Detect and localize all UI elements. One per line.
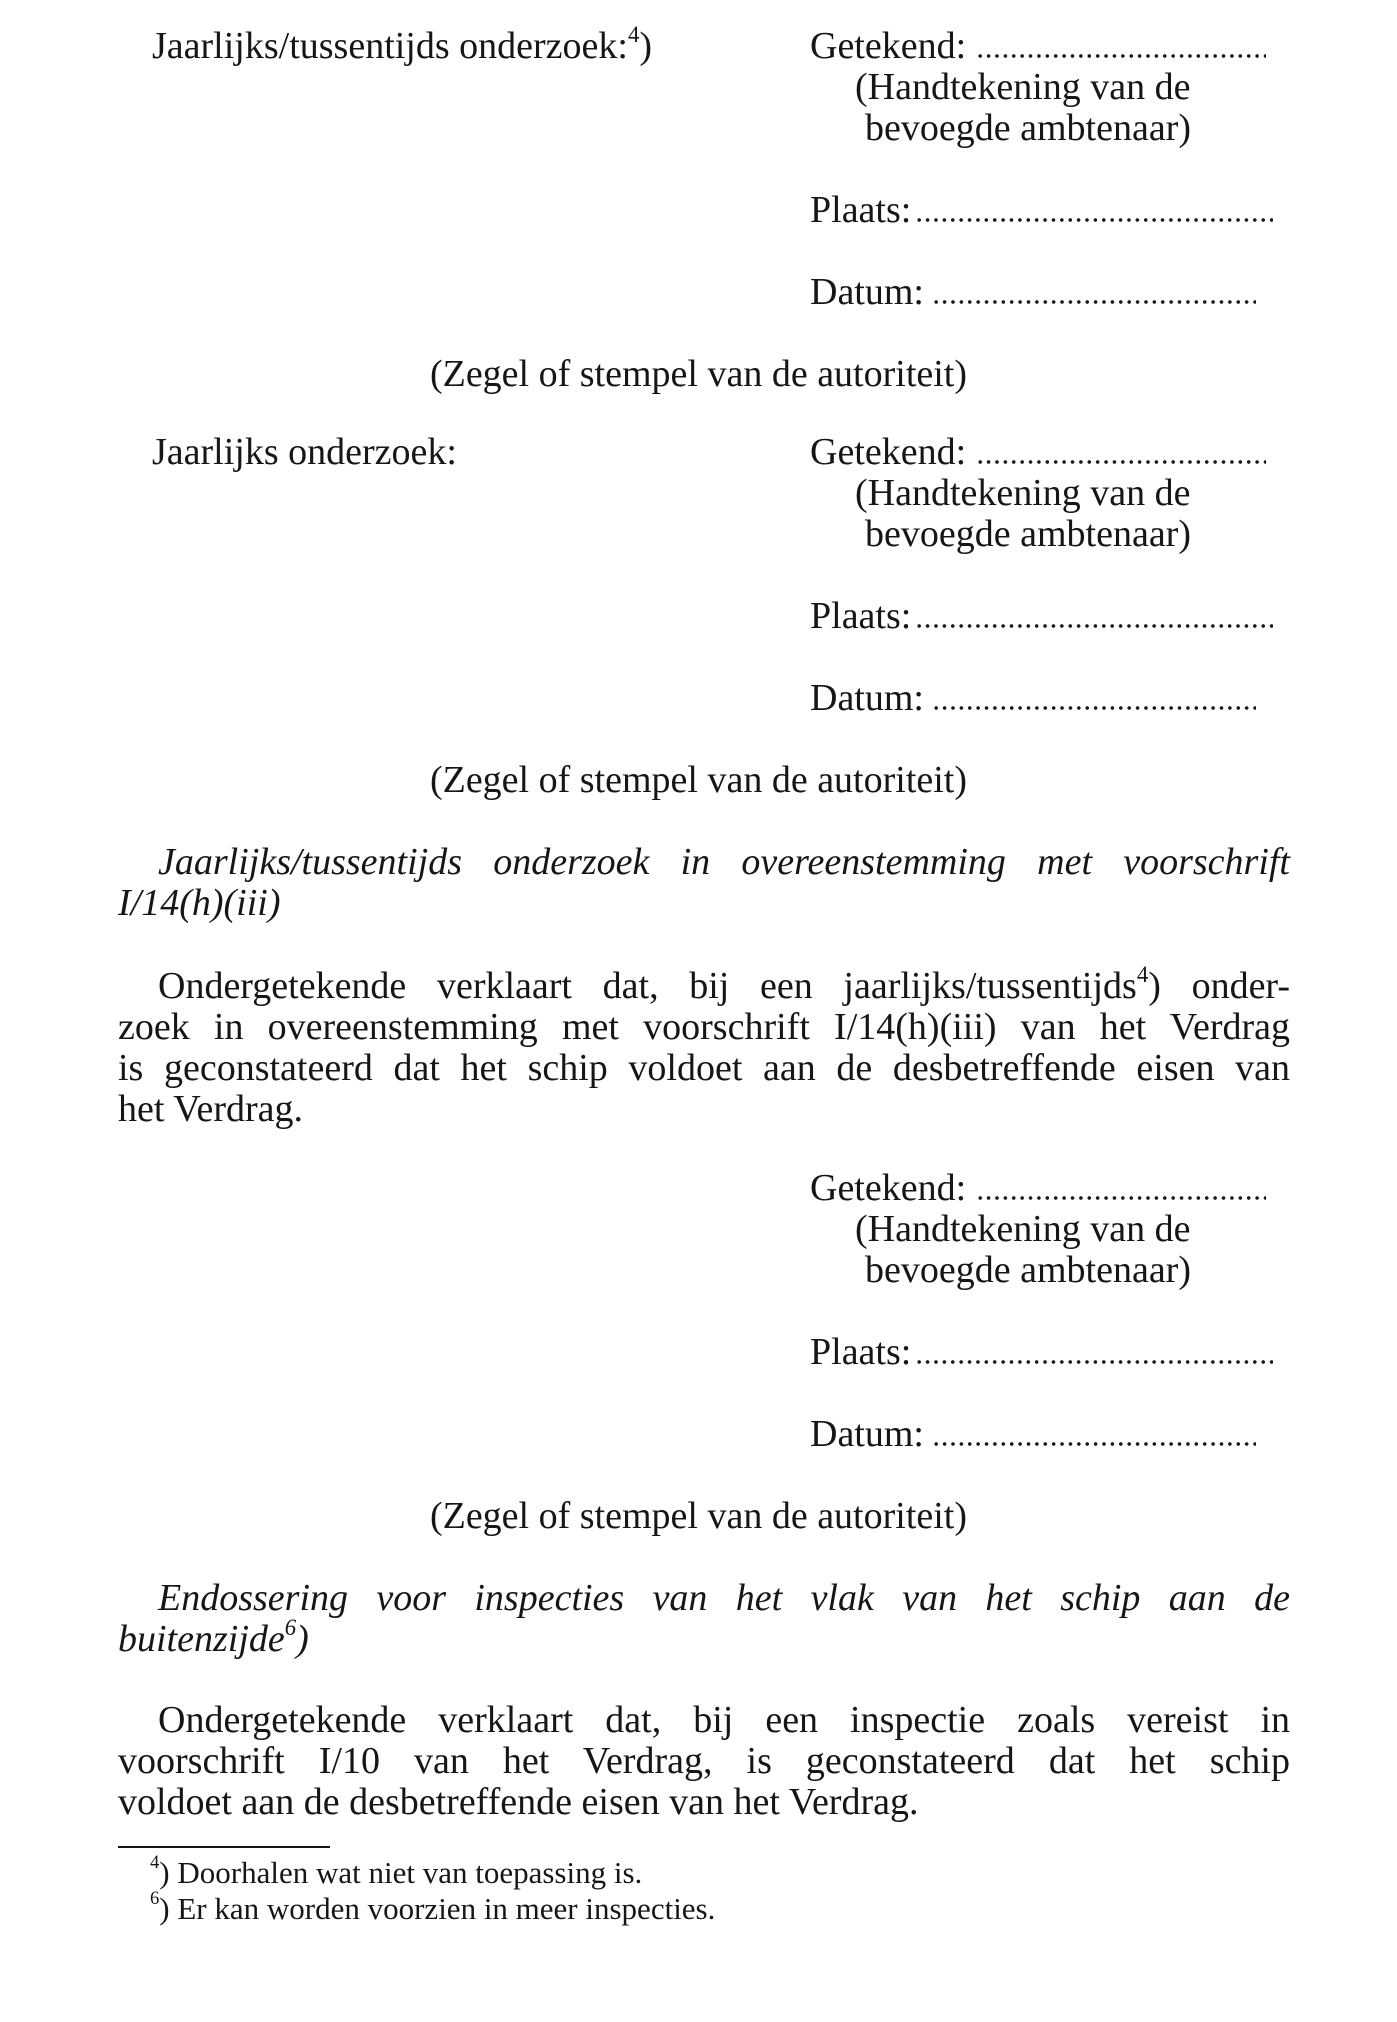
- block-1-label-text: Jaarlijks/tussentijds onderzoek:: [152, 25, 628, 67]
- signature-note: bevoegde ambtenaar): [865, 1249, 1191, 1291]
- signature-note: bevoegde ambtenaar): [865, 107, 1191, 149]
- signature-blank: [976, 460, 1266, 464]
- signature-blank: [976, 54, 1266, 58]
- footnote-ref: 6: [284, 1615, 297, 1640]
- body-line: het Verdrag.: [118, 1088, 304, 1130]
- signed-line: [810, 432, 1266, 473]
- footnote-marker: 4: [150, 1852, 160, 1873]
- date-line: [810, 1414, 1256, 1455]
- signed-label: Getekend:: [810, 1167, 967, 1209]
- seal-caption: (Zegel of stempel van de autoriteit): [429, 353, 968, 395]
- place-line: [810, 1332, 1273, 1373]
- body-line: [118, 962, 1290, 1007]
- body-line: voorschrift I/10 van het Verdrag, is geconstateerd dat het schip: [118, 1740, 1290, 1782]
- body-line: is geconstateerd dat het schip voldoet aan de desbetreffende eisen van: [118, 1047, 1290, 1089]
- place-blank: [915, 624, 1273, 628]
- date-blank: [932, 1442, 1256, 1446]
- footnote-text: ) Doorhalen wat niet van toepassing is.: [159, 1855, 643, 1890]
- heading-text: ): [296, 1618, 309, 1660]
- signed-label: Getekend:: [810, 431, 967, 473]
- date-label: Datum:: [810, 1413, 924, 1455]
- footnote-ref: 4: [1136, 962, 1149, 987]
- date-line: [810, 678, 1256, 719]
- heading-line: Jaarlijks/tussentijds onderzoek in overeenstemming met voorschrift: [158, 841, 1290, 883]
- section-2-body: [118, 1700, 1290, 1823]
- date-blank: [932, 706, 1256, 710]
- section-2-heading: [118, 1578, 1290, 1660]
- section-1-body: [118, 962, 1290, 1130]
- date-label: Datum:: [810, 271, 924, 313]
- body-line: voldoet aan de desbetreffende eisen van het Verdrag.: [118, 1781, 919, 1823]
- footnote: [150, 1852, 643, 1890]
- place-line: [810, 190, 1273, 231]
- body-text: Ondergetekende verklaart dat, bij een jaarlijks/tussentijds: [158, 965, 1137, 1007]
- body-text: ) onder-: [1148, 965, 1290, 1007]
- signed-label: Getekend:: [810, 25, 967, 67]
- heading-text: buitenzijde: [118, 1618, 285, 1660]
- signed-line: [810, 1168, 1266, 1209]
- signature-note: (Handtekening van de: [855, 66, 1191, 108]
- footnote-ref: 4: [627, 22, 640, 47]
- signature-note: (Handtekening van de: [855, 472, 1191, 514]
- footnote-ref-suffix: ): [639, 25, 653, 67]
- heading-line: [118, 1615, 1290, 1660]
- place-label: Plaats:: [810, 595, 912, 637]
- place-line: [810, 596, 1273, 637]
- heading-line: I/14(h)(iii): [118, 882, 281, 924]
- footnote-divider: [118, 1846, 330, 1848]
- place-blank: [915, 218, 1273, 222]
- footnote: [150, 1888, 716, 1926]
- heading-line: Endossering voor inspecties van het vlak van het schip aan de: [158, 1577, 1290, 1619]
- body-line: Ondergetekende verklaart dat, bij een inspectie zoals vereist in: [158, 1699, 1290, 1741]
- place-label: Plaats:: [810, 189, 912, 231]
- date-label: Datum:: [810, 677, 924, 719]
- block-1-label: [152, 22, 653, 67]
- footnote-text: ) Er kan worden voorzien in meer inspecties.: [159, 1891, 716, 1926]
- date-blank: [932, 300, 1256, 304]
- section-1-heading: [118, 842, 1290, 924]
- place-label: Plaats:: [810, 1331, 912, 1373]
- signature-note: bevoegde ambtenaar): [865, 513, 1191, 555]
- signature-blank: [976, 1196, 1266, 1200]
- signed-line: [810, 26, 1266, 67]
- date-line: [810, 272, 1256, 313]
- seal-caption: (Zegel of stempel van de autoriteit): [429, 759, 968, 801]
- seal-caption: (Zegel of stempel van de autoriteit): [429, 1495, 968, 1537]
- body-line: zoek in overeenstemming met voorschrift I/14(h)(iii) van het Verdrag: [118, 1006, 1290, 1048]
- signature-note: (Handtekening van de: [855, 1208, 1191, 1250]
- footnote-marker: 6: [150, 1888, 160, 1909]
- block-2-label: Jaarlijks onderzoek:: [152, 431, 457, 473]
- place-blank: [915, 1360, 1273, 1364]
